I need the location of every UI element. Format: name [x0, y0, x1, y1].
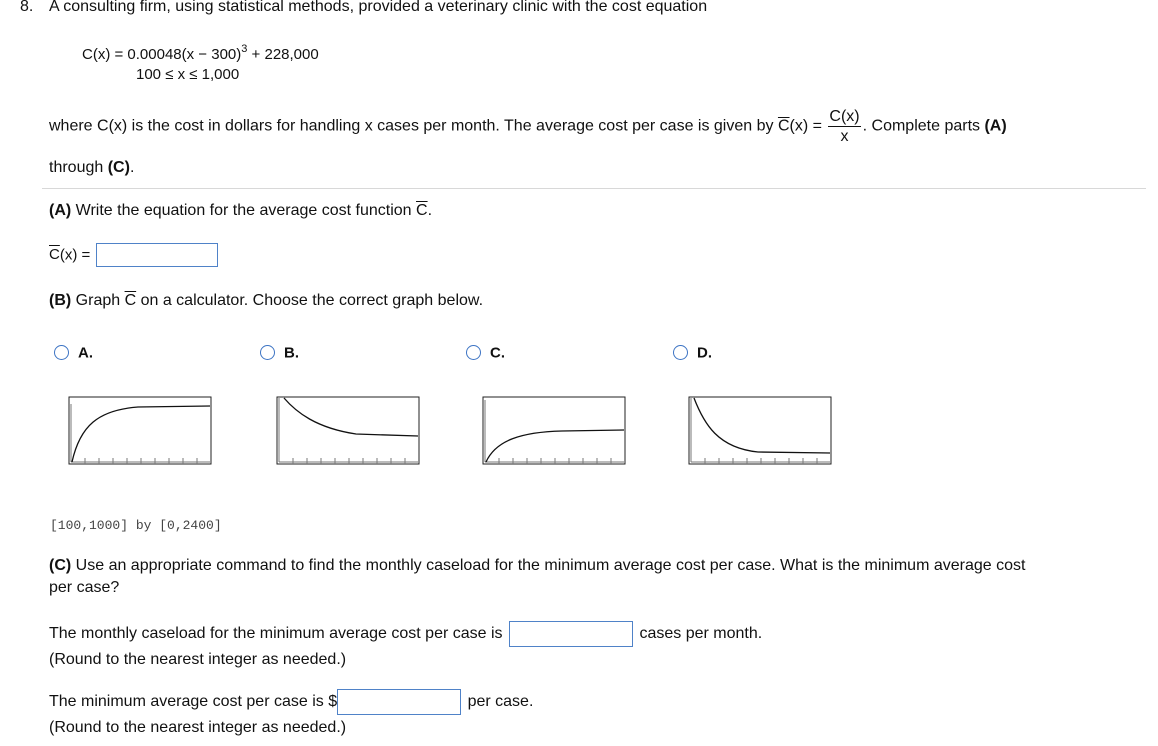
caseload-suffix: cases per month.: [639, 625, 763, 642]
part-b-text-2: on a calculator. Choose the correct graph below.: [136, 292, 484, 309]
graph-option-d[interactable]: [688, 396, 832, 466]
question-number: 8.: [20, 0, 34, 15]
divider: [42, 188, 1146, 189]
mincost-suffix: per case.: [467, 693, 534, 710]
part-a-input-cbar: $\overline{C}$: [49, 245, 60, 263]
caseload-label: The monthly caseload for the minimum average cost per case is: [49, 625, 503, 642]
option-b-label: B.: [284, 344, 299, 362]
through-part-c: (C): [107, 159, 130, 176]
graph-b-frame: [277, 397, 419, 464]
mincost-row: [49, 689, 533, 715]
option-d[interactable]: [673, 344, 712, 362]
part-b-label: (B): [49, 292, 72, 309]
equation-exponent: 3: [241, 43, 248, 55]
mincost-label: The minimum average cost per case is $: [49, 693, 338, 710]
mincost-input[interactable]: [337, 689, 461, 715]
graph-option-c[interactable]: [482, 396, 626, 466]
option-a[interactable]: [54, 344, 93, 362]
option-a-label: A.: [78, 344, 93, 362]
part-a-text: Write the equation for the average cost function: [71, 202, 417, 219]
equation-rhs: + 228,000: [247, 46, 319, 63]
part-b-prompt: [49, 292, 483, 310]
fraction-numerator: C(x): [829, 108, 860, 125]
part-c-prompt: [49, 557, 1025, 575]
equation-domain: 100 ≤ x ≤ 1,000: [136, 66, 240, 83]
graph-option-a[interactable]: [68, 396, 212, 466]
where-paragraph: [49, 108, 1007, 145]
through-text: through: [49, 159, 108, 176]
where-text: where C(x) is the cost in dollars for handling x cases per month. The average cost per case is given by: [49, 117, 778, 135]
cost-equation: [82, 43, 319, 63]
caseload-input[interactable]: [509, 621, 633, 647]
through-end: .: [129, 159, 135, 176]
cbar-symbol: $\overline{C}$: [777, 117, 790, 135]
part-a-end: .: [427, 202, 433, 219]
graph-window: [100,1000] by [0,2400]: [50, 518, 222, 533]
part-a-prompt: [49, 202, 432, 220]
option-b[interactable]: [260, 344, 299, 362]
mincost-note: (Round to the nearest integer as needed.): [49, 719, 347, 736]
question-intro: A consulting firm, using statistical methods, provided a veterinary clinic with the cost equation: [49, 0, 708, 15]
option-d-radio[interactable]: [673, 345, 688, 360]
part-c-text: Use an appropriate command to find the monthly caseload for the minimum average cost per case. What is the minimum average cost: [71, 557, 1026, 574]
part-c-label: (C): [49, 557, 72, 574]
option-a-radio[interactable]: [54, 345, 69, 360]
fraction-denominator: x: [840, 128, 849, 145]
where-tail: . Complete parts: [862, 117, 985, 135]
through-line: [49, 159, 134, 177]
caseload-note: (Round to the nearest integer as needed.): [49, 651, 347, 668]
part-b-cbar: $\overline{C}$: [124, 292, 137, 309]
caseload-row: [49, 621, 762, 647]
option-c[interactable]: [466, 344, 505, 362]
where-tail-part-a: (A): [984, 117, 1007, 135]
part-a-input-prefix: (x) =: [59, 246, 91, 264]
cbar-arg: (x) =: [789, 117, 827, 135]
part-b-text-1: Graph: [71, 292, 125, 309]
option-c-label: C.: [490, 344, 505, 362]
option-c-radio[interactable]: [466, 345, 481, 360]
option-d-label: D.: [697, 344, 712, 362]
option-b-radio[interactable]: [260, 345, 275, 360]
average-cost-input[interactable]: [96, 243, 218, 267]
part-a-label: (A): [49, 202, 72, 219]
part-a-answer-row: [49, 243, 218, 267]
graph-d-frame: [689, 397, 831, 464]
part-a-cbar: $\overline{C}$: [416, 202, 428, 219]
part-c-prompt-line2: per case?: [49, 579, 120, 596]
graph-option-b[interactable]: [276, 396, 420, 466]
equation-lhs: C(x) = 0.00048(x − 300): [82, 46, 242, 63]
average-cost-fraction: [828, 108, 860, 145]
